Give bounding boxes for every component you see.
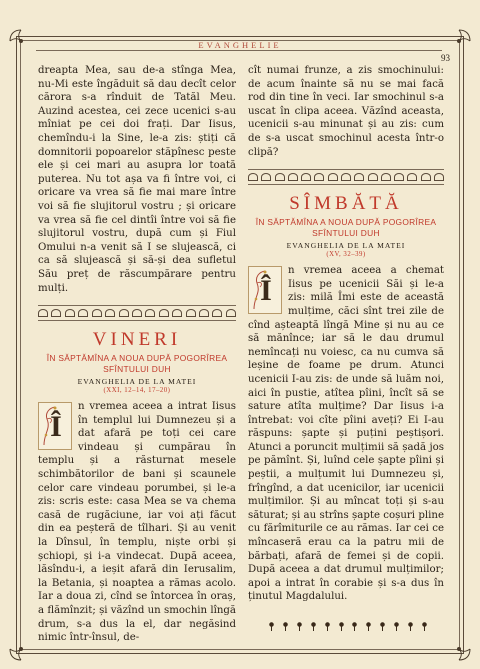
reading-text: n vremea aceea a intrat Iisus în templul lui Dumnezeu și a dat afară pe toți cei care vindeau și cumpărau în templu și a răsturnat mesele schimbătorilor de bani și scaunele celor care vindeau porumbei, și le-a zis: scris este: casa Mea se va chema casă de rugăciune, iar voi ați făcut din ea peșteră de tîlhari. Și au venit la Dînsul, în templu, niște orbi și șchiopi, și i-a vindecat. După aceea, lăsîndu-i, a ieșit afară din Ierusalim, la Betania, și noaptea a rămas acolo. Iar a doua zi, cînd se întorcea în oraș, a flămînzit; și văzînd un smochin lîngă drum, s-a dus la el, dar negăsind nimic într-însul, de- bbox=[38, 401, 236, 644]
page-number: 93 bbox=[441, 53, 450, 63]
reading-block bbox=[248, 264, 444, 604]
header-rule bbox=[36, 50, 442, 51]
running-title: EVANGHELIE bbox=[198, 40, 282, 50]
section-subtitle: ÎN SĂPTĂMÎNA A NOUA DUPĂ POGORÎREA SFÎNTULUI DUH bbox=[46, 353, 228, 374]
right-column bbox=[248, 64, 444, 604]
section-subtitle: ÎN SĂPTĂMÎNA A NOUA DUPĂ POGORÎREA SFÎNTULUI DUH bbox=[255, 217, 437, 238]
body-text-continued: cît numai frunze, a zis smochinului: de acum înainte să nu se mai facă rod din tine în veci. Iar smochinul s-a uscat în clipa aceea. Văzînd aceasta, ucenicii s-au minunat și au zis: cum de s-a uscat smochinul acesta într-o clipă? bbox=[248, 65, 444, 158]
dropcap-initial bbox=[38, 402, 72, 450]
section-title-simbata: SÎMBĂTĂ bbox=[289, 193, 403, 215]
body-text-continued: dreapta Mea, sau de-a stînga Mea, nu-Mi este îngăduit să dau decît celor cărora s-a rînduit de Tatăl Meu. Auzind acestea, cei zece ucenici s-au mîniat pe cei doi frați. Dar Iisus, chemîndu-i la Sine, le-a zis: știți că domnitorii popoarelor stăpînesc peste ele și cei mari au asupra lor toată puterea. Nu tot așa va fi între voi, ci oricare va vrea să fie mai mare între voi să fie slujitorul vostru ; și oricare va vrea să fie cel dintîi între voi să fie slujitorul vostru, după cum și Fiul Omului n-a venit să I se slujească, ci ca să slujească și să-și dea sufletul Său preț de răscumpărare pentru mulți. bbox=[38, 65, 236, 294]
corner-ornament-icon bbox=[8, 636, 34, 662]
gospel-heading: EVANGHELIA DE LA MATEI bbox=[77, 377, 197, 387]
section-title-vineri: VINERI bbox=[92, 329, 182, 351]
left-column bbox=[38, 64, 236, 645]
scripture-reference: (XXI, 12–14, 17–20) bbox=[103, 387, 171, 395]
dropcap-initial bbox=[248, 266, 282, 314]
ornament-divider bbox=[38, 305, 236, 321]
dropcap-letter: Î bbox=[260, 274, 272, 308]
footer-ornament-icon bbox=[268, 620, 428, 632]
dropcap-letter: Î bbox=[50, 410, 62, 444]
gospel-heading: EVANGHELIA DE LA MATEI bbox=[286, 241, 406, 251]
corner-ornament-icon bbox=[446, 636, 472, 662]
ornament-divider bbox=[248, 169, 444, 185]
reading-text: n vremea aceea a chemat Iisus pe ucenicii Săi și le-a zis: milă Îmi este de această mulțime, căci sînt trei zile de cînd așteaptă lîngă Mine și nu au ce să mănînce; iar să le dau drumul nemîncați nu voiesc, ca nu cumva să leșine de foame pe drum. Atunci ucenicii I-au zis: de unde să luăm noi, aici în pustie, atîtea pîini, încît să se sature atîta mulțime? Dar Iisus i-a întrebat: voi cîte pîini aveți? Ei I-au răspuns: șapte și puțini peștișori. Atunci a poruncit mulțimii să șadă jos pe pămînt. Și, luînd cele șapte pîini și peștii, a mulțumit lui Dumnezeu și, frîngînd, a dat ucenicilor, iar ucenicii mulțimilor. Și au mîncat toți și s-au săturat; și au strîns șapte coșuri pline cu fărîmiturile ce au rămas. Iar cei ce mîncaseră erau ca la patru mii de bărbați, afară de femei și de copii. După aceea a dat drumul mulțimilor; apoi a intrat în corabie și s-a dus în ținutul Magdalului. bbox=[248, 265, 444, 603]
scripture-reference: (XV, 32–39) bbox=[326, 251, 366, 259]
reading-block bbox=[38, 400, 236, 645]
